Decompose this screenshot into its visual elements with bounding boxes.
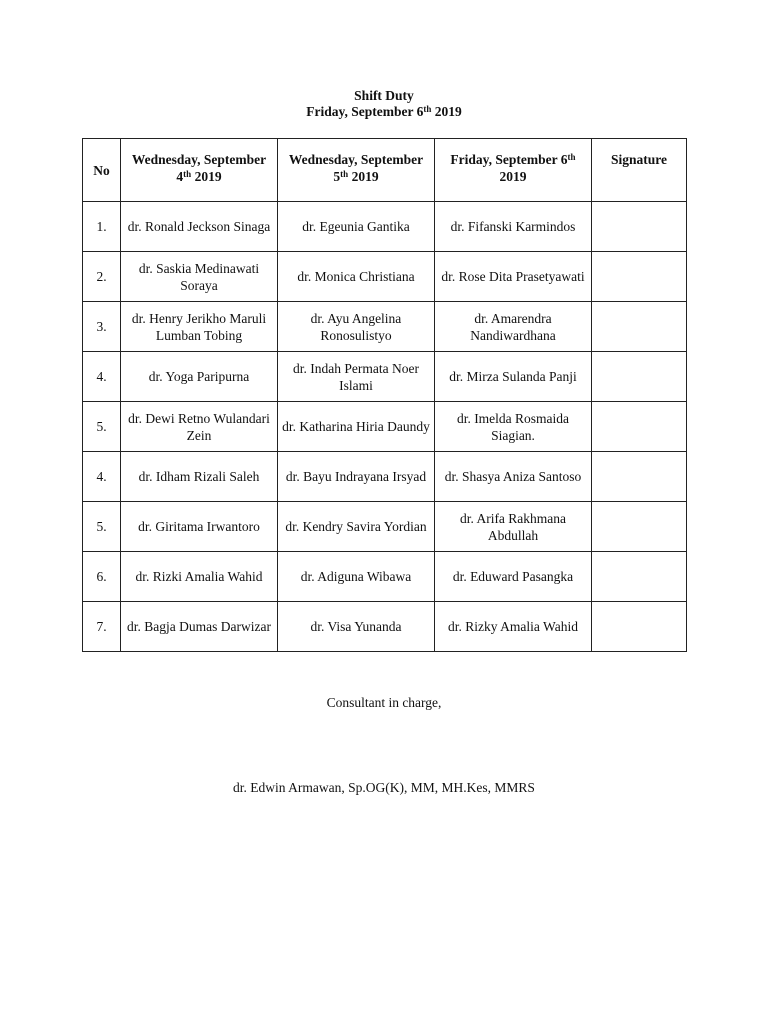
document-title xyxy=(0,88,768,120)
row-no: 7. xyxy=(83,602,121,652)
table-row xyxy=(83,302,687,352)
row-day2-doctor: dr. Adiguna Wibawa xyxy=(278,552,435,602)
title-date-prefix: Friday, September 6 xyxy=(306,104,424,119)
title-date-sup: th xyxy=(423,104,432,114)
row-day1-doctor: dr. Rizki Amalia Wahid xyxy=(121,552,278,602)
table-row xyxy=(83,252,687,302)
row-day2-doctor: dr. Monica Christiana xyxy=(278,252,435,302)
row-day3-doctor: dr. Fifanski Karmindos xyxy=(435,202,592,252)
row-day3-doctor: dr. Rose Dita Prasetyawati xyxy=(435,252,592,302)
table-row xyxy=(83,452,687,502)
row-signature-cell xyxy=(592,602,687,652)
row-no: 5. xyxy=(83,402,121,452)
row-day1-doctor: dr. Saskia Medinawati Soraya xyxy=(121,252,278,302)
row-day2-doctor: dr. Ayu Angelina Ronosulistyo xyxy=(278,302,435,352)
title-heading: Shift Duty xyxy=(354,88,414,103)
consultant-name: dr. Edwin Armawan, Sp.OG(K), MM, MH.Kes, MMRS xyxy=(233,780,535,795)
shift-duty-table xyxy=(82,138,687,652)
row-no: 1. xyxy=(83,202,121,252)
header-day2 xyxy=(278,139,435,202)
header-day1-suffix: 2019 xyxy=(191,169,222,184)
header-day3 xyxy=(435,139,592,202)
row-day2-doctor: dr. Indah Permata Noer Islami xyxy=(278,352,435,402)
header-day1 xyxy=(121,139,278,202)
consultant-label: Consultant in charge, xyxy=(326,695,442,710)
row-signature-cell xyxy=(592,552,687,602)
row-day1-doctor: dr. Bagja Dumas Darwizar xyxy=(121,602,278,652)
row-day3-doctor: dr. Imelda Rosmaida Siagian. xyxy=(435,402,592,452)
row-no: 6. xyxy=(83,552,121,602)
row-signature-cell xyxy=(592,252,687,302)
title-date-suffix: 2019 xyxy=(431,104,462,119)
row-day2-doctor: dr. Visa Yunanda xyxy=(278,602,435,652)
table-row xyxy=(83,352,687,402)
header-day3-sup: th xyxy=(567,152,576,162)
row-signature-cell xyxy=(592,202,687,252)
row-day3-doctor: dr. Shasya Aniza Santoso xyxy=(435,452,592,502)
row-signature-cell xyxy=(592,502,687,552)
row-day3-doctor: dr. Mirza Sulanda Panji xyxy=(435,352,592,402)
header-no: No xyxy=(83,139,121,202)
table-row xyxy=(83,402,687,452)
row-day3-doctor: dr. Amarendra Nandiwardhana xyxy=(435,302,592,352)
row-no: 3. xyxy=(83,302,121,352)
header-day3-prefix: Friday, September 6 xyxy=(450,152,568,167)
table-row xyxy=(83,602,687,652)
table-row xyxy=(83,552,687,602)
row-day2-doctor: dr. Kendry Savira Yordian xyxy=(278,502,435,552)
row-day1-doctor: dr. Henry Jerikho Maruli Lumban Tobing xyxy=(121,302,278,352)
table-header-row xyxy=(83,139,687,202)
header-day2-sup: th xyxy=(340,169,349,179)
header-day1-sup: th xyxy=(183,169,192,179)
row-day1-doctor: dr. Idham Rizali Saleh xyxy=(121,452,278,502)
row-day3-doctor: dr. Eduward Pasangka xyxy=(435,552,592,602)
header-day3-suffix: 2019 xyxy=(499,169,527,184)
row-day2-doctor: dr. Bayu Indrayana Irsyad xyxy=(278,452,435,502)
row-signature-cell xyxy=(592,402,687,452)
row-day1-doctor: dr. Giritama Irwantoro xyxy=(121,502,278,552)
row-day1-doctor: dr. Yoga Paripurna xyxy=(121,352,278,402)
row-day1-doctor: dr. Dewi Retno Wulandari Zein xyxy=(121,402,278,452)
table-row xyxy=(83,202,687,252)
row-signature-cell xyxy=(592,302,687,352)
table-row xyxy=(83,502,687,552)
row-no: 4. xyxy=(83,352,121,402)
row-day3-doctor: dr. Arifa Rakhmana Abdullah xyxy=(435,502,592,552)
header-day2-suffix: 2019 xyxy=(348,169,379,184)
header-day1-prefix: Wednesday, September 4 xyxy=(131,152,267,184)
header-day2-prefix: Wednesday, September 5 xyxy=(288,152,424,184)
row-signature-cell xyxy=(592,352,687,402)
header-signature: Signature xyxy=(592,139,687,202)
row-day2-doctor: dr. Egeunia Gantika xyxy=(278,202,435,252)
row-signature-cell xyxy=(592,452,687,502)
row-day3-doctor: dr. Rizky Amalia Wahid xyxy=(435,602,592,652)
row-no: 2. xyxy=(83,252,121,302)
row-day1-doctor: dr. Ronald Jeckson Sinaga xyxy=(121,202,278,252)
title-date xyxy=(0,104,768,120)
row-no: 5. xyxy=(83,502,121,552)
row-day2-doctor: dr. Katharina Hiria Daundy xyxy=(278,402,435,452)
row-no: 4. xyxy=(83,452,121,502)
